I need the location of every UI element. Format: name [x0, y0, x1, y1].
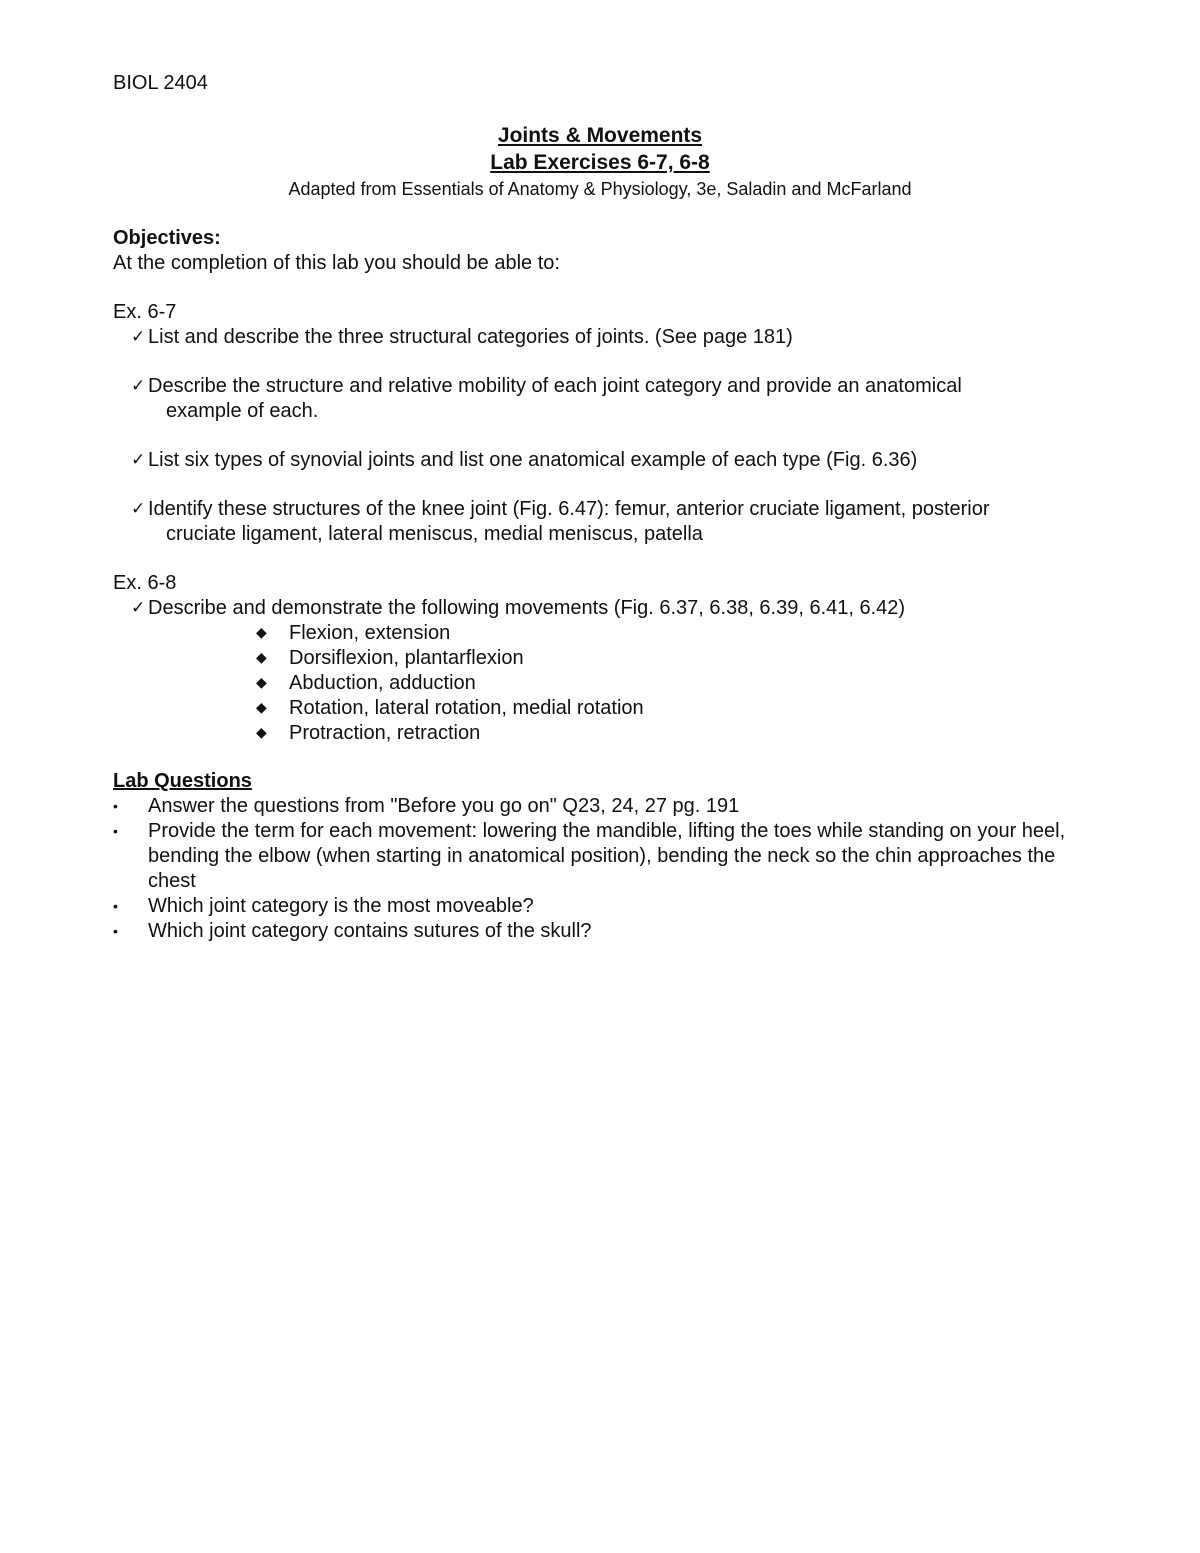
objective-text: List and describe the three structural categories of joints. (See page 181) [148, 326, 793, 348]
check-icon: ✓ [131, 376, 146, 396]
objective-item [113, 448, 1098, 473]
objectives-section [113, 226, 1113, 944]
list-item: ◆ Flexion, extension [256, 622, 451, 644]
bullet-icon: • [113, 823, 118, 839]
list-item: ◆ Rotation, lateral rotation, medial rotation [256, 697, 644, 719]
objectives-intro: At the completion of this lab you should be able to: [113, 252, 560, 274]
list-item: ◆ Dorsiflexion, plantarflexion [256, 647, 524, 669]
diamond-bullet-icon: ◆ [256, 625, 267, 641]
check-icon: ✓ [131, 450, 146, 470]
list-item: • Which joint category contains sutures of the skull? [113, 920, 592, 942]
lab-questions-list [113, 794, 1113, 944]
title-block [0, 122, 1200, 202]
objective-text: Describe the structure and relative mobility of each joint category and provide an anatomical [148, 375, 962, 397]
bullet-icon: • [113, 898, 118, 914]
check-icon: ✓ [131, 327, 146, 347]
source-citation: Adapted from Essentials of Anatomy & Physiology, 3e, Saladin and McFarland [288, 179, 912, 199]
exercise-label-6-8: Ex. 6-8 [113, 572, 177, 594]
bullet-icon: • [113, 798, 118, 814]
diamond-bullet-icon: ◆ [256, 675, 267, 691]
course-code: BIOL 2404 [113, 72, 208, 94]
document-subtitle: Lab Exercises 6-7, 6-8 [490, 151, 710, 174]
objective-item [113, 497, 1098, 547]
bullet-icon: • [113, 923, 118, 939]
objective-item [113, 325, 1098, 350]
list-item: • Which joint category is the most moveable? [113, 895, 534, 917]
objective-text-continued: cruciate ligament, lateral meniscus, medial meniscus, patella [166, 523, 703, 545]
movements-list [113, 621, 1113, 746]
objectives-heading: Objectives: [113, 227, 221, 249]
diamond-bullet-icon: ◆ [256, 725, 267, 741]
list-item: ◆ Protraction, retraction [256, 722, 481, 744]
check-icon: ✓ [131, 499, 146, 519]
objective-text: List six types of synovial joints and list one anatomical example of each type (Fig. 6.36) [148, 449, 918, 471]
check-icon: ✓ [131, 598, 146, 618]
objective-text: Describe and demonstrate the following movements (Fig. 6.37, 6.38, 6.39, 6.41, 6.42) [148, 597, 906, 619]
objective-item [113, 596, 1098, 621]
list-item: • Provide the term for each movement: lowering the mandible, lifting the toes while standing on your heel, bending the elbow (when starting in anatomical position), bending the neck so the chin approaches the chest [113, 820, 1066, 892]
objective-text: Identify these structures of the knee joint (Fig. 6.47): femur, anterior cruciate ligament, posterior [148, 498, 990, 520]
diamond-bullet-icon: ◆ [256, 700, 267, 716]
list-item: • Answer the questions from "Before you go on" Q23, 24, 27 pg. 191 [113, 795, 740, 817]
objective-item [113, 374, 1098, 424]
diamond-bullet-icon: ◆ [256, 650, 267, 666]
document-title: Joints & Movements [497, 124, 703, 147]
list-item: ◆ Abduction, adduction [256, 672, 476, 694]
objective-text-continued: example of each. [166, 400, 319, 422]
lab-questions-heading: Lab Questions [113, 770, 252, 792]
exercise-label-6-7: Ex. 6-7 [113, 301, 177, 323]
